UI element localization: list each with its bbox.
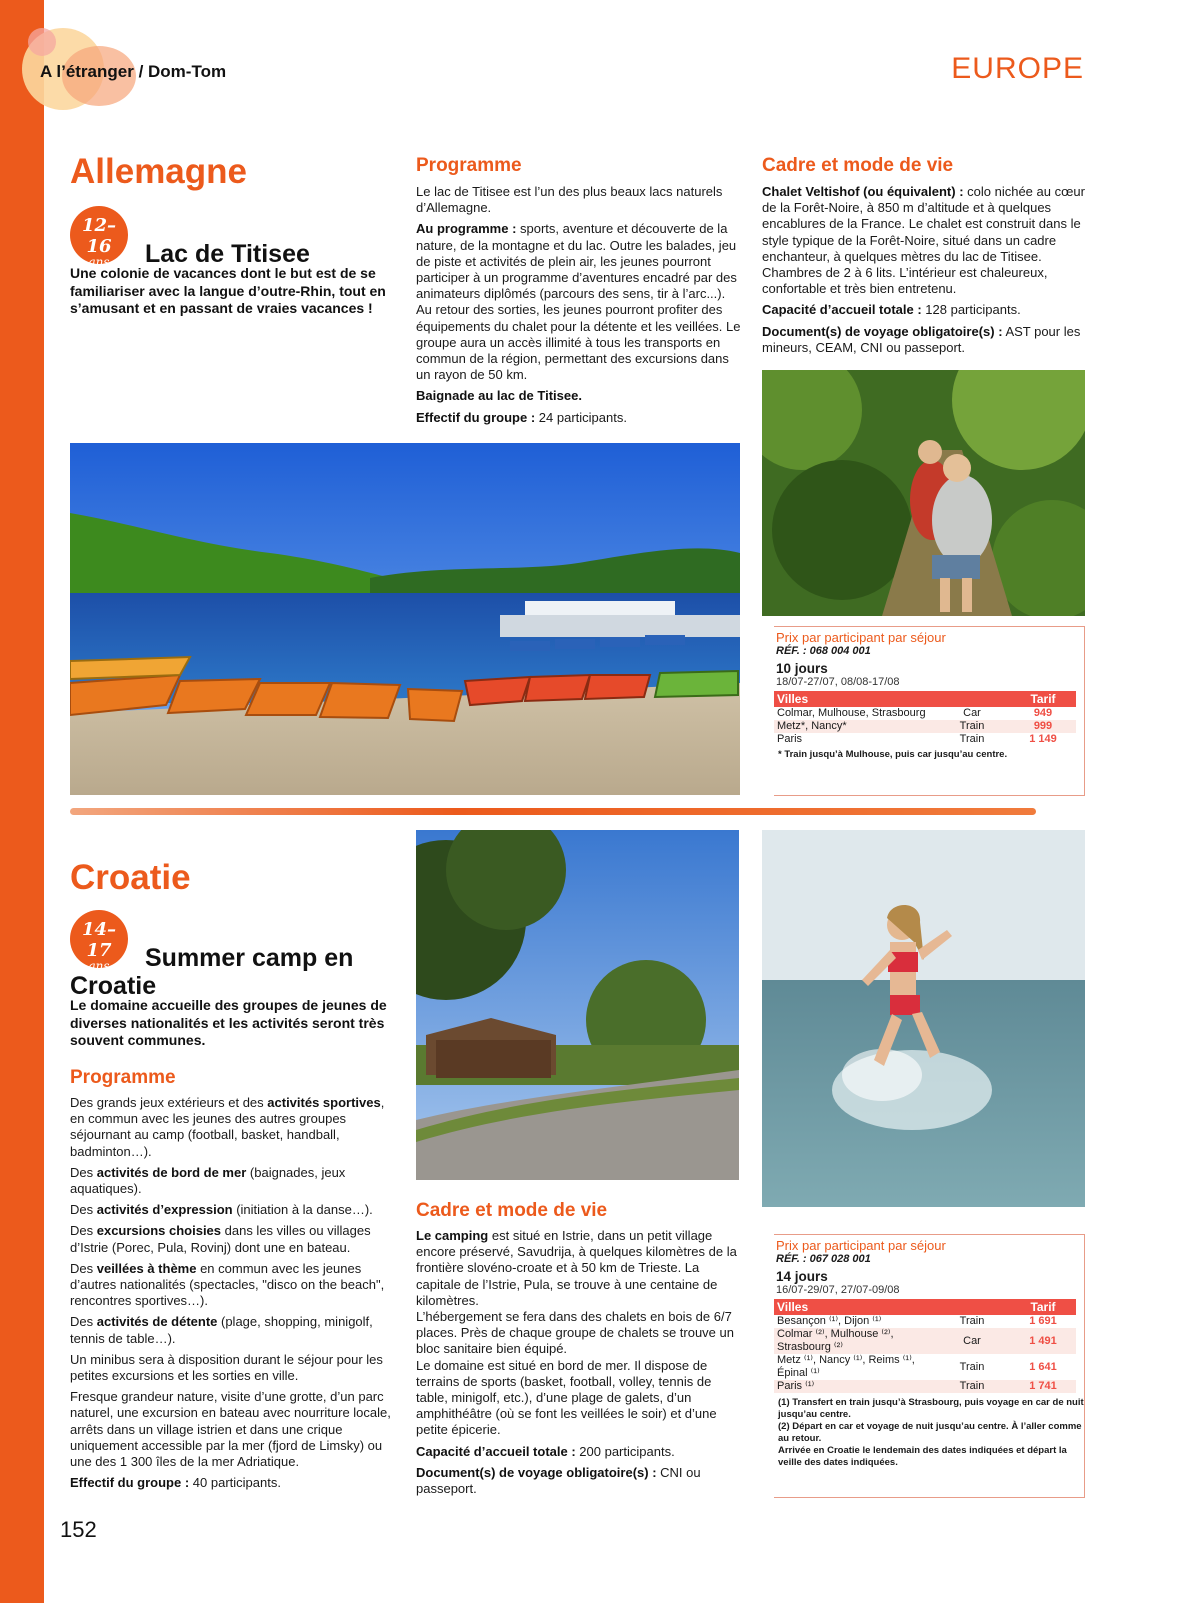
table-row: Metz*, Nancy* Train 999	[774, 720, 1076, 733]
section-heading: Cadre et mode de vie	[416, 1200, 608, 1221]
age-unit: ans	[88, 959, 110, 973]
duration: 14 jours	[776, 1269, 828, 1284]
programme-item: Des activités de bord de mer (baignades, jeux aquatiques).	[70, 1164, 346, 1197]
programme-paragraph: Fresque grandeur nature, visite d’une grotte, d’un parc naturel, une excursion en bateau avec nourriture locale, arrêts dans un village istrien et dans une crique uniquement accessible par la mer (fjord de Limsky) ou une des 1 300 îles de la mer Adriatique.	[70, 1389, 391, 1470]
programme-section-allemagne	[416, 155, 742, 431]
lake-titisee-photo	[70, 443, 740, 795]
cadre-paragraph: L’hébergement se fera dans des chalets en bois de 6/7 places. Près de chaque groupe de chalets se trouve un bloc sanitaire bien équipé.	[416, 1309, 734, 1357]
reference-code: RÉF. : 068 004 001	[776, 645, 871, 657]
section-heading: Cadre et mode de vie	[762, 155, 954, 176]
column-header-price: Tarif	[1010, 1299, 1076, 1315]
duration: 10 jours	[776, 661, 828, 676]
cadre-section-croatie	[416, 1200, 740, 1502]
region-title: EUROPE	[951, 52, 1084, 85]
column-header-city: Villes	[774, 1299, 934, 1315]
camp-intro: Une colonie de vacances dont le but est de se familiariser avec la langue d’outre-Rhin, tout en s’amusant et en passant de vraies vacances !	[70, 265, 386, 316]
country-title-allemagne: Allemagne	[70, 152, 247, 191]
price-note: (1) Transfert en train jusqu’à Strasbourg, puis voyage en car de nuit jusqu’au centre.	[778, 1397, 1084, 1420]
programme-paragraph: Effectif du groupe : 40 participants.	[70, 1475, 281, 1491]
side-color-bar	[0, 0, 44, 1603]
programme-paragraph: Effectif du groupe : 24 participants.	[416, 409, 627, 425]
programme-section-croatie	[70, 1067, 392, 1496]
table-row: Metz ⁽¹⁾, Nancy ⁽¹⁾, Reims ⁽¹⁾, Épinal ⁽¹⁾ Train 1 641	[777, 1354, 1057, 1379]
session-dates: 18/07-27/07, 08/08-17/08	[776, 676, 900, 688]
programme-item: Des grands jeux extérieurs et des activités sportives, en commun avec les jeunes des autres groupes séjournant au camp (football, basket, handball, badminton…).	[70, 1095, 385, 1159]
price-table	[774, 691, 1076, 746]
section-divider	[70, 808, 1036, 815]
cadre-paragraph: Capacité d’accueil totale : 200 participants.	[416, 1443, 675, 1459]
age-unit: ans	[88, 255, 110, 269]
price-note: (2) Départ en car et voyage de nuit jusqu’au centre. À l’aller comme au retour.	[778, 1421, 1082, 1444]
programme-paragraph: Le lac de Titisee est l’un des plus beaux lacs naturels d’Allemagne.	[416, 184, 723, 216]
reference-code: RÉF. : 067 028 001	[776, 1253, 871, 1265]
breadcrumb[interactable]: A l’étranger / Dom-Tom	[40, 62, 227, 81]
cadre-paragraph: Document(s) de voyage obligatoire(s) : AST pour les mineurs, CEAM, CNI ou passeport.	[762, 323, 1081, 355]
table-row: Colmar ⁽²⁾, Mulhouse ⁽²⁾, Strasbourg ⁽²⁾ Car 1 491	[774, 1328, 1076, 1354]
price-table	[774, 1299, 1076, 1393]
table-row: Colmar, Mulhouse, Strasbourg Car 949	[777, 707, 1053, 719]
programme-item: Des activités d’expression (initiation à la danse…).	[70, 1202, 373, 1218]
section-heading: Programme	[416, 155, 522, 176]
country-title-croatie: Croatie	[70, 858, 191, 897]
column-header-city: Villes	[774, 691, 934, 707]
programme-paragraph: Au programme : sports, aventure et découverte de la nature, de la montagne et du lac. Outre les balades, jeu de piste et activités de plein air, les jeunes pourront participer à un programme d’aventures encadré par des animateurs diplômés (parcours des sens, tir à l’arc...). Au retour des sorties, les jeunes pourront profiter des équipements du chalet pour la détente et les veillées. Le groupe aura un accès illimité à tous les transports en commun de la région, permettant des excursions dans un rayon de 50 km.	[416, 221, 741, 383]
price-box-croatie	[774, 1234, 1085, 1498]
programme-paragraph: Baignade au lac de Titisee.	[416, 388, 582, 404]
camp-intro: Le domaine accueille des groupes de jeunes de diverses nationalités et les activités seront très souvent communes.	[70, 997, 387, 1048]
column-header-price: Tarif	[1010, 691, 1076, 707]
page-number: 152	[60, 1517, 97, 1542]
hikers-forest-photo	[762, 370, 1085, 616]
programme-item: Des activités de détente (plage, shopping, minigolf, tennis de table…).	[70, 1314, 373, 1346]
age-range: 12–16	[81, 215, 117, 257]
session-dates: 16/07-29/07, 27/07-09/08	[776, 1284, 900, 1296]
price-note: * Train jusqu’à Mulhouse, puis car jusqu’au centre.	[778, 749, 1008, 760]
girl-sea-photo	[762, 830, 1085, 1207]
price-title: Prix par participant par séjour	[776, 1238, 946, 1253]
price-note: Arrivée en Croatie le lendemain des dates indiquées et départ la veille des dates indiquées.	[778, 1445, 1067, 1468]
programme-paragraph: Un minibus sera à disposition durant le séjour pour les petites excursions et les sorties en ville.	[70, 1351, 383, 1384]
cadre-paragraph: Chalet Veltishof (ou équivalent) : colo nichée au cœur de la Forêt-Noire, à 850 m d’altitude et à quelques encablures de la France. Le chalet est construit dans le style typique de la Forêt-Noire, situé dans un cadre enchanteur, à quelques mètres du lac de Titisee. Chambres de 2 à 6 lits. L’intérieur est chaleureux, confortable et très bien entretenu.	[762, 184, 1085, 297]
campsite-photo	[416, 830, 739, 1180]
cadre-paragraph: Le camping est situé en Istrie, dans un petit village encore préservé, Savudrija, à quelques kilomètres de la frontière slovéno-croate et à 50 km de Trieste. La capitale de l’Istrie, Pula, se trouve à une centaine de kilomètres.	[416, 1228, 737, 1308]
age-badge-allemagne	[70, 206, 128, 269]
section-heading: Programme	[70, 1067, 176, 1088]
price-title: Prix par participant par séjour	[776, 630, 946, 645]
table-row: Paris ⁽¹⁾ Train 1 741	[774, 1380, 1076, 1393]
camp-title-titisee: Lac de Titisee	[145, 240, 310, 268]
table-row: Besançon ⁽¹⁾, Dijon ⁽¹⁾ Train 1 691	[777, 1315, 1057, 1327]
price-box-allemagne	[774, 626, 1085, 796]
cadre-paragraph: Document(s) de voyage obligatoire(s) : CNI ou passeport.	[416, 1464, 701, 1497]
programme-item: Des veillées à thème en commun avec les jeunes d’autres nationalités (spectacles, "disco on the beach", rencontres sportives…).	[70, 1260, 385, 1309]
table-row: Paris Train 1 149	[777, 733, 1057, 745]
age-range: 14–17	[81, 919, 117, 961]
cadre-paragraph: Le domaine est situé en bord de mer. Il dispose de terrains de sports (basket, football, volley, tennis de table, minigolf, etc.), d’une plage de galets, d’un amphithéâtre (où se font les veillées le soir) et d’une petite épicerie.	[416, 1357, 717, 1438]
cadre-section-allemagne	[762, 155, 1086, 361]
programme-item: Des excursions choisies dans les villes ou villages d’Istrie (Porec, Pula, Rovinj) dont une en bateau.	[70, 1223, 371, 1255]
decor-circle	[28, 28, 56, 56]
cadre-paragraph: Capacité d’accueil totale : 128 participants.	[762, 302, 1021, 318]
camp-title-summer-camp: Summer camp en Croatie	[70, 944, 354, 1000]
